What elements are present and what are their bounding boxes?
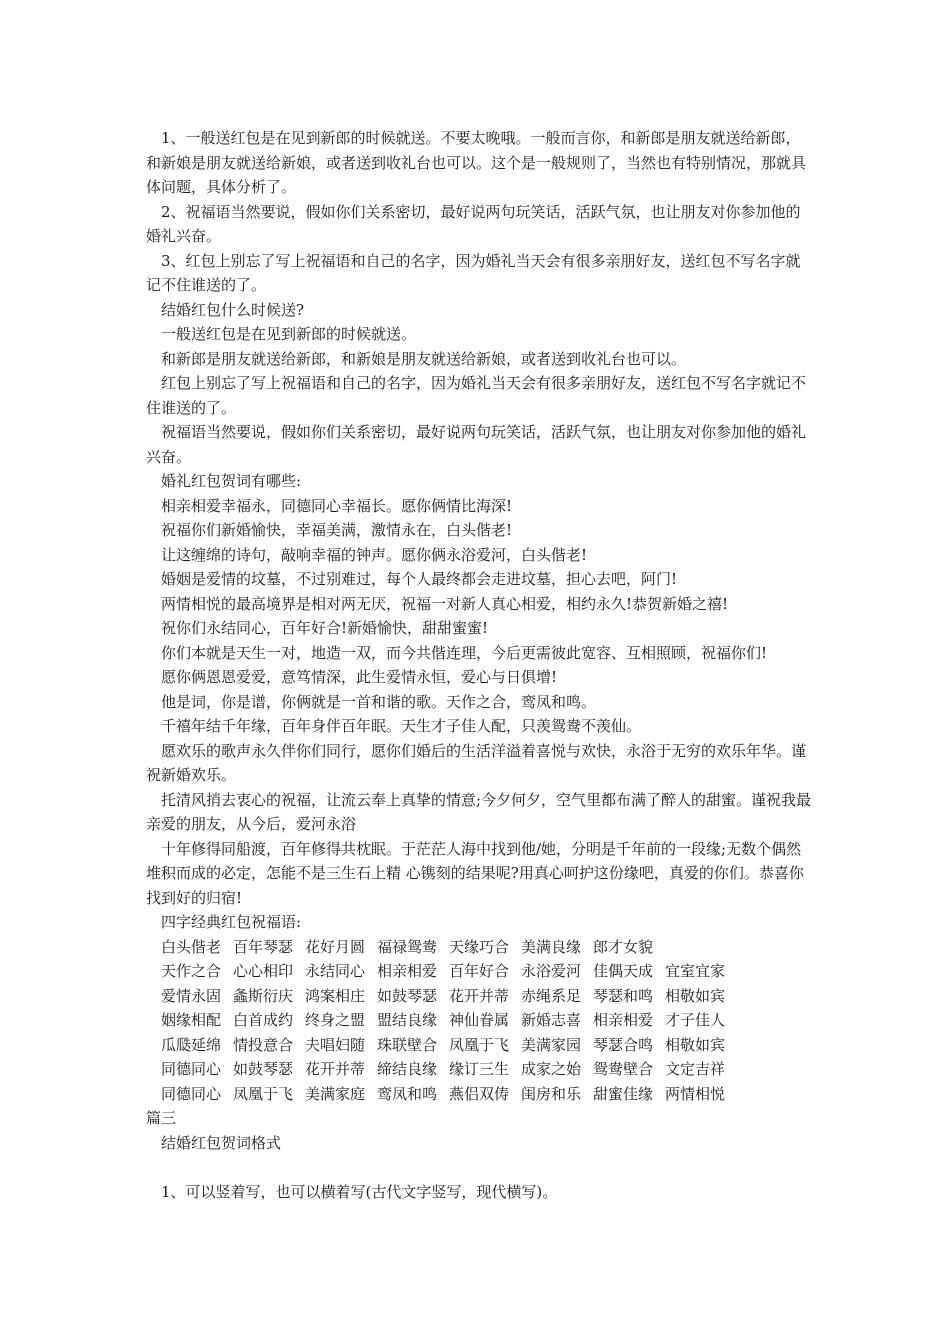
idiom: 神仙眷属: [449, 1011, 510, 1029]
idiom-row: [146, 1082, 812, 1107]
idiom: 才子佳人: [665, 1011, 726, 1029]
idiom: 天缘巧合: [449, 937, 510, 956]
idiom: 琴瑟合鸣: [593, 1035, 654, 1054]
idiom: 永浴爱河: [521, 962, 582, 980]
idiom-row: [146, 1057, 812, 1082]
idiom: 盟结良缘: [377, 1011, 438, 1029]
paragraph: 十年修得同船渡，百年修得共枕眠。于茫茫人海中找到他/她，分明是千年前的一段缘;无数个偶然堆积而成的必定，怎能不是三生石上精 心镌刻的结果呢?用真心呵护这份缘吧，真爱的你们。恭喜你找到好的归宿!: [146, 839, 804, 907]
idiom: 鸾凤和鸣: [377, 1084, 438, 1103]
paragraph: 托清风捎去衷心的祝福，让流云奉上真挚的情意;今夕何夕，空气里都布满了醉人的甜蜜。谨祝我最亲爱的朋友，从今后，爱河永浴: [146, 790, 812, 833]
paragraph: 1、一般送红包是在见到新郎的时候就送。不要太晚哦。一般而言你，和新郎是朋友就送给新郎，和新娘是朋友就送给新娘，或者送到收礼台也可以。这个是一般规则了，当然也有特别情况，那就具体问题，具体分析了。: [146, 129, 807, 196]
paragraph: 两情相悦的最高境界是相对两无厌，祝福一对新人真心相爱，相约永久!恭贺新婚之禧!: [161, 594, 729, 613]
idiom: 宜室宜家: [665, 962, 726, 980]
paragraph: 结婚红包什么时候送?: [161, 300, 305, 319]
idiom: 相亲相爱: [377, 962, 438, 980]
paragraph: 祝你们永结同心，百年好合!新婚愉快，甜甜蜜蜜!: [161, 619, 489, 637]
idiom: 凤凰于飞: [449, 1035, 510, 1054]
idiom: 美满家庭: [305, 1084, 366, 1103]
paragraph: 红包上别忘了写上祝福语和自己的名字，因为婚礼当天会有很多亲朋好友，送红包不写名字就记不住谁送的了。: [146, 374, 807, 417]
idiom: 珠联壁合: [377, 1035, 438, 1054]
paragraph: 你们本就是天生一对，地造一双，而今共偕连理，今后更需彼此宽容、互相照顾，祝福你们!: [161, 643, 768, 662]
idiom: 爱情永固: [161, 986, 222, 1005]
idiom: 螽斯衍庆: [233, 986, 294, 1005]
idiom: 缘订三生: [449, 1060, 510, 1078]
idiom: 花开并蒂: [305, 1060, 366, 1078]
idiom: 百年琴瑟: [233, 937, 294, 956]
idiom: 白首成约: [233, 1011, 294, 1029]
final-paragraph: 1、可以竖着写，也可以横着写(古代文字竖写，现代横写)。: [161, 1182, 558, 1201]
idiom: 同德同心: [161, 1084, 222, 1103]
idiom-row: [146, 1008, 812, 1033]
idiom-row: [146, 935, 812, 960]
idiom: 如鼓琴瑟: [377, 986, 438, 1005]
paragraph: 四字经典红包祝福语:: [161, 913, 302, 931]
idiom: 闺房和乐: [521, 1084, 582, 1103]
idiom: 福禄鸳鸯: [377, 937, 438, 956]
document-page: [146, 126, 812, 1204]
idiom: 文定吉祥: [665, 1060, 726, 1078]
idiom: 缔结良缘: [377, 1060, 438, 1078]
idiom-row: [146, 959, 812, 984]
paragraph: 祝福你们新婚愉快，幸福美满，激情永在，白头偕老!: [161, 521, 513, 539]
idiom: 天作之合: [161, 962, 222, 980]
idiom: 郎才女貌: [593, 937, 654, 956]
paragraph: 3、红包上别忘了写上祝福语和自己的名字，因为婚礼当天会有很多亲朋好友，送红包不写名字就记不住谁送的了。: [146, 251, 801, 294]
idiom: 永结同心: [305, 962, 366, 980]
idiom: 终身之盟: [305, 1011, 366, 1029]
idiom: 鸿案相庄: [305, 986, 366, 1005]
idiom-row: [146, 984, 812, 1009]
paragraph: 他是词，你是谱，你俩就是一首和谐的歌。天作之合，鸾凤和鸣。: [161, 692, 597, 711]
idiom: 姻缘相配: [161, 1011, 222, 1029]
idiom-table: [146, 935, 812, 1107]
idiom: 白头偕老: [161, 937, 222, 956]
idiom: 心心相印: [233, 962, 294, 980]
idiom: 瓜瓞延绵: [161, 1035, 222, 1054]
idiom: 百年好合: [449, 962, 510, 980]
paragraph: 一般送红包是在见到新郎的时候就送。: [161, 325, 417, 343]
section-title: 结婚红包贺词格式: [161, 1133, 282, 1152]
paragraph: 婚礼红包贺词有哪些:: [161, 472, 302, 490]
paragraph: 让这缠绵的诗句，敲响幸福的钟声。愿你俩永浴爱河，白头偕老!: [161, 545, 588, 564]
idiom: 相敬如宾: [665, 1035, 726, 1054]
blank-line: [146, 1155, 812, 1180]
idiom: 赤绳系足: [521, 986, 582, 1005]
idiom: 相亲相爱: [593, 1011, 654, 1029]
idiom-row: [146, 1033, 812, 1058]
paragraph: 千禧年结千年缘，百年身伴百年眠。天生才子佳人配，只羡鸳鸯不羡仙。: [161, 717, 642, 735]
idiom: 同德同心: [161, 1060, 222, 1078]
idiom: 美满家园: [521, 1035, 582, 1054]
paragraph: 祝福语当然要说，假如你们关系密切，最好说两句玩笑话，活跃气氛，也让朋友对你参加他的婚礼兴奋。: [146, 423, 807, 466]
idiom: 凤凰于飞: [233, 1084, 294, 1103]
idiom: 琴瑟和鸣: [593, 986, 654, 1005]
paragraph: 相亲相爱幸福永，同德同心幸福长。愿你俩情比海深!: [161, 496, 513, 515]
paragraph: 愿欢乐的歌声永久伴你们同行，愿你们婚后的生活洋溢着喜悦与欢快，永浴于无穷的欢乐年华。谨祝新婚欢乐。: [146, 741, 807, 784]
idiom: 鸳鸯壁合: [593, 1060, 654, 1078]
idiom: 成家之始: [521, 1060, 582, 1078]
idiom: 美满良缘: [521, 937, 582, 956]
idiom: 如鼓琴瑟: [233, 1060, 294, 1078]
idiom: 佳偶天成: [593, 962, 654, 980]
section-label: 篇三: [146, 1109, 177, 1127]
idiom: 情投意合: [233, 1035, 294, 1054]
idiom: 花好月圆: [305, 937, 366, 956]
paragraph: 婚姻是爱情的坟墓，不过别难过，每个人最终都会走进坟墓，担心去吧，阿门!: [161, 570, 678, 588]
paragraph: 2、祝福语当然要说，假如你们关系密切，最好说两句玩笑话，活跃气氛，也让朋友对你参加他的婚礼兴奋。: [146, 202, 801, 245]
idiom: 夫唱妇随: [305, 1035, 366, 1054]
idiom: 两情相悦: [665, 1084, 726, 1103]
body-paragraphs: [146, 126, 812, 935]
idiom: 甜蜜佳缘: [593, 1084, 654, 1103]
idiom: 新婚志喜: [521, 1011, 582, 1029]
idiom: 花开并蒂: [449, 986, 510, 1005]
paragraph: 愿你俩恩恩爱爱，意笃情深，此生爱情永恒，爱心与日俱增!: [161, 668, 558, 686]
idiom: 相敬如宾: [665, 986, 726, 1005]
idiom: 燕侣双俦: [449, 1084, 510, 1103]
paragraph: 和新郎是朋友就送给新郎，和新娘是朋友就送给新娘，或者送到收礼台也可以。: [161, 349, 687, 368]
